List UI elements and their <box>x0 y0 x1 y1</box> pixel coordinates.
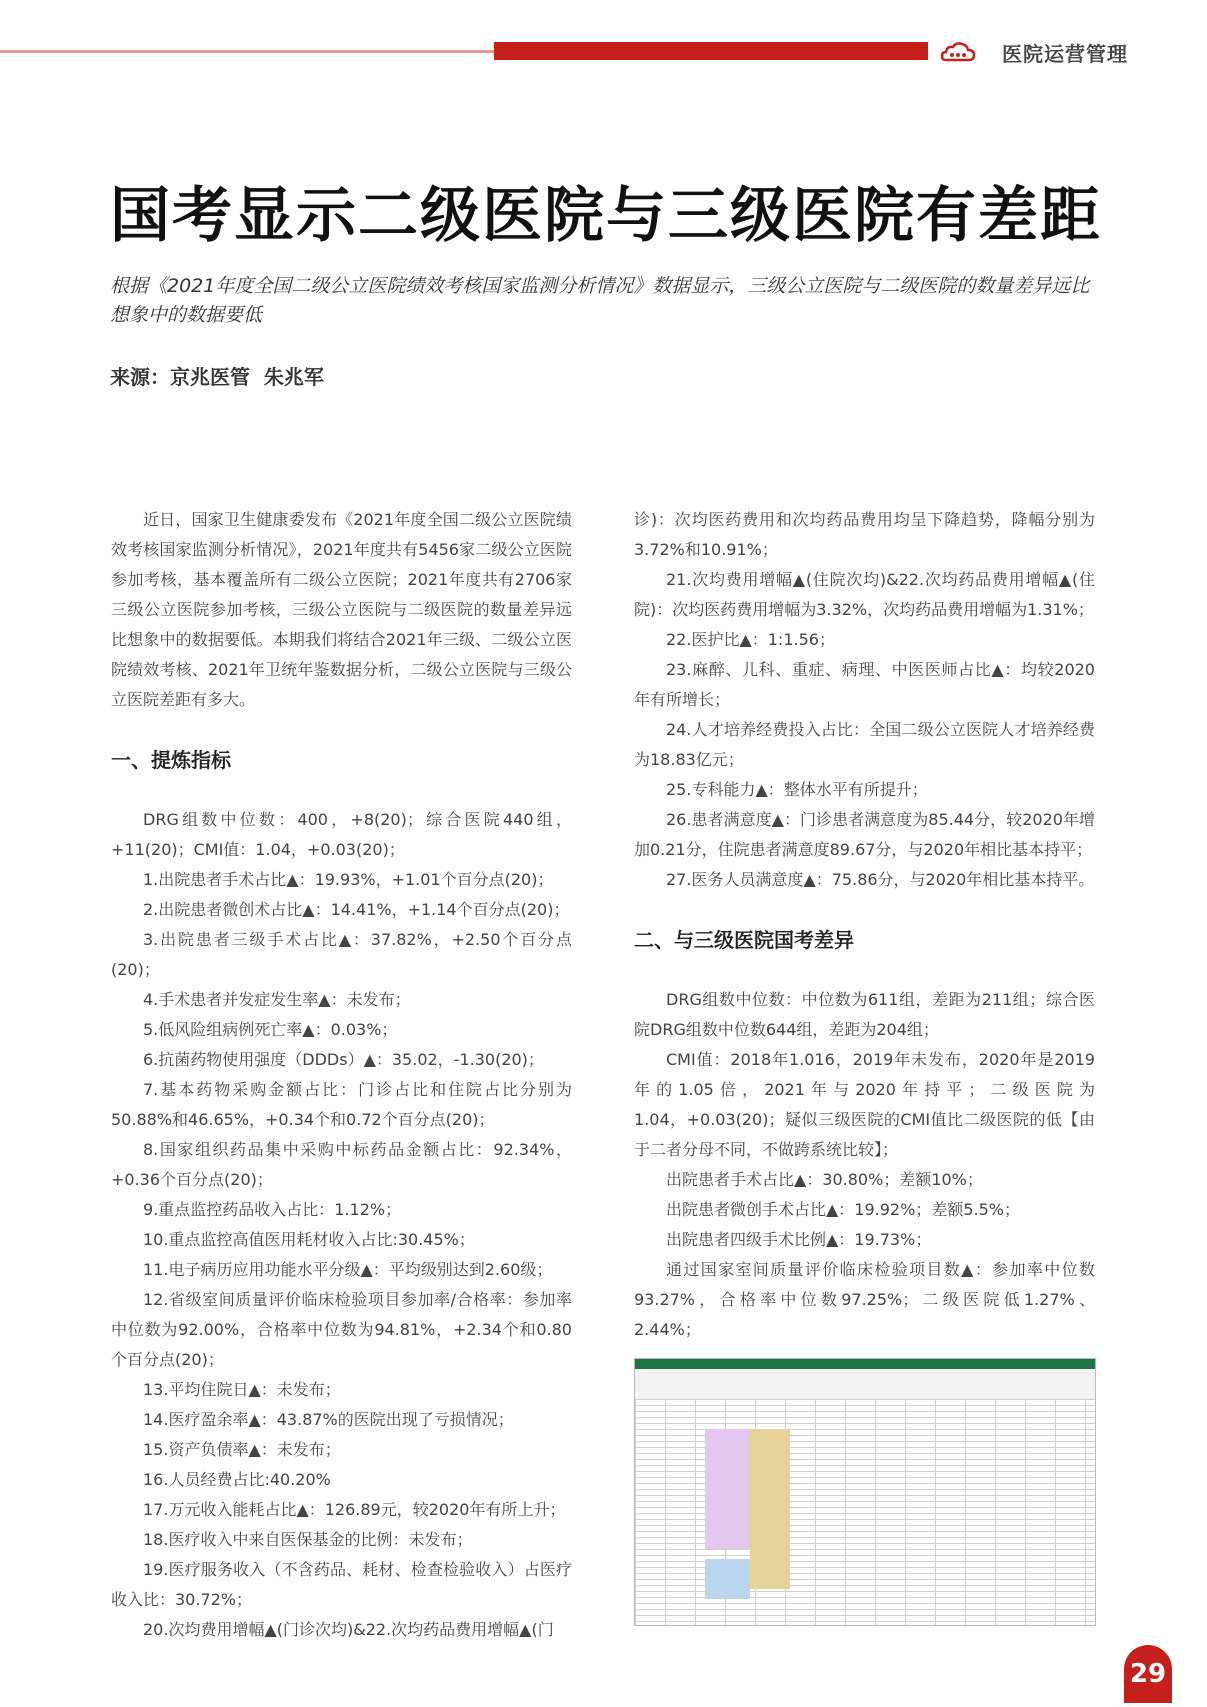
indicator-item: 8.国家组织药品集中采购中标药品金额占比：92.34%，+0.36个百分点(20)； <box>111 1140 572 1189</box>
indicator-item: 13.平均住院日▲：未发布； <box>143 1380 341 1399</box>
indicator-item: 18.医疗收入中来自医保基金的比例：未发布； <box>143 1530 473 1549</box>
indicator-item: 7.基本药物采购金额占比：门诊占比和住院占比分别为50.88%和46.65%，+0.34个和0.72个百分点(20)； <box>111 1080 572 1129</box>
indicator-item: 15.资产负债率▲：未发布； <box>143 1440 341 1459</box>
indicator-item: 2.出院患者微创术占比▲：14.41%，+1.14个百分点(20)； <box>143 900 570 919</box>
comparison-item: 出院患者手术占比▲：30.80%；差额10%； <box>666 1170 983 1189</box>
indicator-item: 25.专科能力▲：整体水平有所提升； <box>666 780 928 799</box>
indicator-item: 19.医疗服务收入（不含药品、耗材、检查检验收入）占医疗收入比：30.72%； <box>111 1560 572 1609</box>
indicator-item: 23.麻醉、儿科、重症、病理、中医医师占比▲：均较2020年有所增长； <box>634 660 1095 709</box>
spreadsheet-highlight-yellow <box>750 1429 790 1589</box>
spreadsheet-screenshot <box>634 1358 1096 1626</box>
spacer <box>111 775 572 805</box>
cloud-logo-icon <box>940 40 976 66</box>
article-title: 国考显示二级医院与三级医院有差距 <box>110 181 1102 251</box>
indicator-item: 14.医疗盈余率▲：43.87%的医院出现了亏损情况； <box>143 1410 514 1429</box>
section-heading: 二、与三级医院国考差异 <box>634 928 854 952</box>
spreadsheet-toolbar <box>635 1369 1095 1400</box>
spacer <box>634 895 1095 925</box>
indicator-item: 22.医护比▲：1:1.56； <box>666 630 835 649</box>
spacer <box>111 715 572 745</box>
comparison-item: 出院患者微创手术占比▲：19.92%；差额5.5%； <box>666 1200 1020 1219</box>
intro-paragraph: 近日，国家卫生健康委发布《2021年度全国二级公立医院绩效考核国家监测分析情况》，2021年度共有5456家二级公立医院参加考核，基本覆盖所有二级公立医院；2021年度共有2706家三级公立医院参加考核，三级公立医院与二级医院的数量差异远比想象中的数据要低。本期我们将结合2021年三级、二级公立医院绩效考核、2021年卫统年鉴数据分析，二级公立医院与三级公立医院差距有多大。 <box>111 510 572 709</box>
indicator-item: 16.人员经费占比:40.20% <box>143 1470 331 1489</box>
article-subtitle: 根据《2021年度全国二级公立医院绩效考核国家监测分析情况》数据显示，三级公立医院与二级医院的数量差异远比想象中的数据要低 <box>110 275 1090 326</box>
indicator-item: 21.次均费用增幅▲(住院次均)&22.次均药品费用增幅▲(住院)：次均医药费用增幅为3.32%，次均药品费用增幅为1.31%； <box>634 570 1095 619</box>
page-number: 29 <box>1124 1645 1172 1703</box>
indicator-item: 17.万元收入能耗占比▲：126.89元，较2020年有所上升； <box>143 1500 566 1519</box>
spreadsheet-title-bar <box>635 1359 1095 1369</box>
indicator-item: 5.低风险组病例死亡率▲：0.03%； <box>143 1020 398 1039</box>
section-heading: 一、提炼指标 <box>111 748 231 772</box>
indicator-item: 10.重点监控高值医用耗材收入占比:30.45%； <box>143 1230 475 1249</box>
indicator-item: 20.次均费用增幅▲(门诊次均)&22.次均药品费用增幅▲(门 <box>143 1620 554 1639</box>
indicator-item: 3.出院患者三级手术占比▲：37.82%，+2.50个百分点(20)； <box>111 930 572 979</box>
right-column <box>634 505 1095 1345</box>
spreadsheet-highlight-purple <box>705 1429 750 1549</box>
indicator-item: 9.重点监控药品收入占比：1.12%； <box>143 1200 402 1219</box>
comparison-item: DRG组数中位数：中位数为611组，差距为211组；综合医院DRG组数中位数644组，差距为204组； <box>634 990 1095 1039</box>
comparison-item: 通过国家室间质量评价临床检验项目数▲：参加率中位数93.27%，合格率中位数97.25%；二级医院低1.27%、2.44%； <box>634 1260 1095 1339</box>
indicator-item: 1.出院患者手术占比▲：19.93%，+1.01个百分点(20)； <box>143 870 554 889</box>
spreadsheet-grid <box>635 1399 1095 1625</box>
indicator-item: 11.电子病历应用功能水平分级▲：平均级别达到2.60级； <box>143 1260 553 1279</box>
spreadsheet-highlight-blue <box>705 1559 750 1599</box>
indicator-item: 6.抗菌药物使用强度（DDDs）▲：35.02，-1.30(20)； <box>143 1050 544 1069</box>
section-tag: 医院运营管理 <box>1002 42 1128 66</box>
spacer <box>634 955 1095 985</box>
indicator-item: 27.医务人员满意度▲：75.86分，与2020年相比基本持平。 <box>666 870 1095 889</box>
article-source: 来源：京兆医管 朱兆军 <box>110 365 324 389</box>
indicator-item: 诊)：次均医药费用和次均药品费用均呈下降趋势，降幅分别为3.72%和10.91%； <box>634 510 1095 559</box>
header-accent-bar <box>494 42 928 60</box>
comparison-item: 出院患者四级手术比例▲：19.73%； <box>666 1230 932 1249</box>
indicator-item: 4.手术患者并发症发生率▲：未发布； <box>143 990 411 1009</box>
indicator-item: DRG组数中位数：400，+8(20)；综合医院440组，+11(20)；CMI值：1.04，+0.03(20)； <box>111 810 572 859</box>
comparison-item: CMI值：2018年1.016，2019年未发布，2020年是2019年的1.05倍，2021年与2020年持平；二级医院为1.04，+0.03(20)；疑似三级医院的CMI值比二级医院的低【由于二者分母不同，不做跨系统比较】； <box>634 1050 1095 1159</box>
header-rule <box>0 50 495 53</box>
indicator-item: 24.人才培养经费投入占比：全国二级公立医院人才培养经费为18.83亿元； <box>634 720 1095 769</box>
left-column <box>111 505 572 1645</box>
indicator-item: 12.省级室间质量评价临床检验项目参加率/合格率：参加率中位数为92.00%，合格率中位数为94.81%，+2.34个和0.80个百分点(20)； <box>111 1290 572 1369</box>
indicator-item: 26.患者满意度▲：门诊患者满意度为85.44分，较2020年增加0.21分，住院患者满意度89.67分，与2020年相比基本持平； <box>634 810 1095 859</box>
